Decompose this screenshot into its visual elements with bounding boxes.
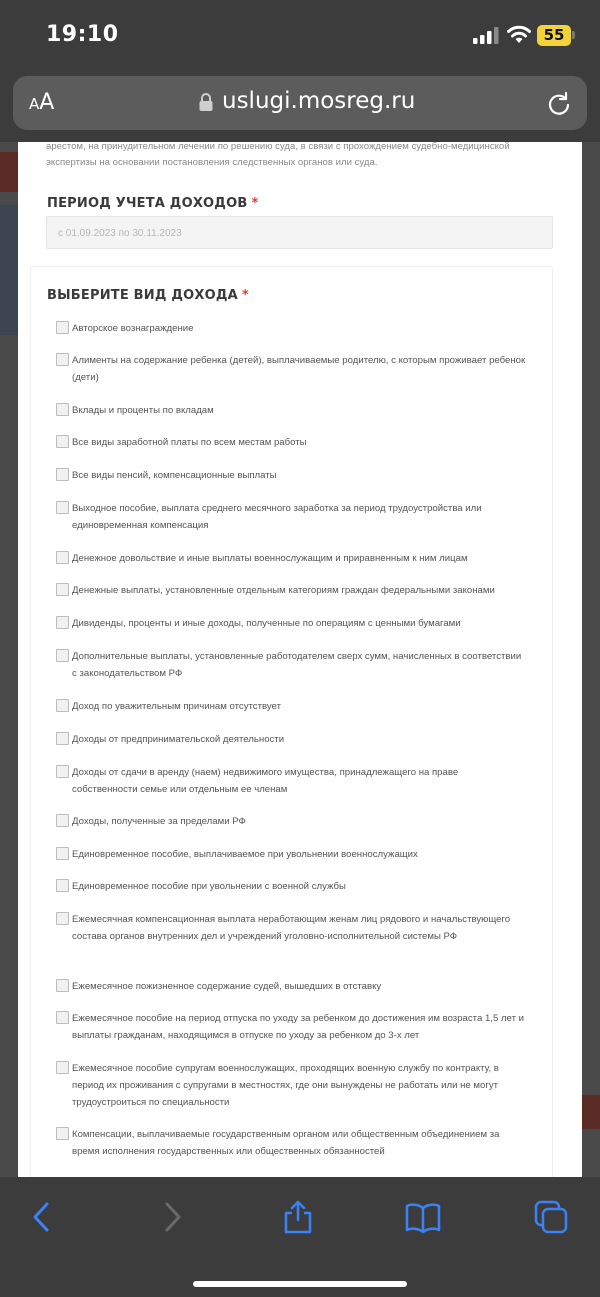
option-label: Единовременное пособие, выплачиваемое при увольнении военнослужащих: [72, 849, 418, 860]
checkbox[interactable]: [56, 551, 69, 564]
income-option[interactable]: [56, 402, 526, 419]
income-option[interactable]: [56, 978, 526, 995]
reload-icon[interactable]: [546, 90, 572, 116]
income-option[interactable]: [56, 1060, 526, 1111]
option-label: Алименты на содержание ребенка (детей), выплачиваемые родителю, с которым проживает ребенок (дети): [72, 355, 526, 383]
option-label: Все виды пенсий, компенсационные выплаты: [72, 470, 277, 481]
home-indicator: [193, 1281, 407, 1287]
income-option[interactable]: [56, 813, 526, 830]
income-option[interactable]: [56, 320, 526, 337]
option-label: Денежные выплаты, установленные отдельным категориям граждан федеральными законами: [72, 585, 495, 596]
checkbox[interactable]: [56, 468, 69, 481]
income-option[interactable]: [56, 467, 526, 484]
option-label: Ежемесячное пособие супругам военнослужащих, проходящих военную службу по контракту, в период их проживания с супругами в местностях, где они вынуждены не работать или не могут трудоустроиться по специальности: [72, 1063, 499, 1108]
checkbox[interactable]: [56, 979, 69, 992]
checkbox[interactable]: [56, 649, 69, 662]
bookmarks-icon[interactable]: [405, 1199, 441, 1235]
income-option[interactable]: [56, 550, 526, 567]
battery-tip: [572, 31, 575, 39]
checkbox[interactable]: [56, 403, 69, 416]
checkbox[interactable]: [56, 732, 69, 745]
option-label: Единовременное пособие при увольнении с военной службы: [72, 881, 346, 892]
checkbox[interactable]: [56, 814, 69, 827]
browser-toolbar: [0, 1177, 600, 1297]
option-label: Доходы от сдачи в аренду (наем) недвижимого имущества, принадлежащего на праве собственности семье или отдельным ее членам: [72, 767, 459, 795]
forward-icon[interactable]: [154, 1199, 190, 1235]
income-option[interactable]: [56, 582, 526, 599]
status-time: 19:10: [46, 22, 119, 47]
option-label: Вклады и проценты по вкладам: [72, 405, 214, 416]
income-option[interactable]: [56, 698, 526, 715]
period-field[interactable]: с 01.09.2023 по 30.11.2023: [46, 216, 553, 249]
option-label: Ежемесячное пожизненное содержание судей, вышедших в отставку: [72, 981, 382, 992]
period-label: ПЕРИОД УЧЕТА ДОХОДОВ *: [47, 196, 259, 211]
option-label: Доходы, полученные за пределами РФ: [72, 816, 246, 827]
option-label: Ежемесячное пособие на период отпуска по уходу за ребенком до достижения им возраста 1,5 лет и выплаты гражданам, находящимся в отпуске по уходу за ребенком до 3-х лет: [72, 1013, 524, 1041]
income-option[interactable]: [56, 731, 526, 748]
tabs-icon[interactable]: [533, 1199, 569, 1235]
income-option[interactable]: [56, 648, 526, 682]
browser-address-area: [0, 74, 600, 142]
checkbox[interactable]: [56, 1011, 69, 1024]
income-option[interactable]: [56, 911, 526, 945]
income-option[interactable]: [56, 764, 526, 798]
income-option[interactable]: [56, 500, 526, 534]
income-option[interactable]: [56, 352, 526, 386]
option-label: Авторское вознаграждение: [72, 323, 194, 334]
checkbox[interactable]: [56, 699, 69, 712]
option-label: Компенсации, выплачиваемые государственным органом или общественным объединением за время исполнения государственных или общественных обязанностей: [72, 1129, 500, 1157]
checkbox[interactable]: [56, 501, 69, 514]
url-text[interactable]: uslugi.mosreg.ru: [222, 88, 416, 114]
option-label: Ежемесячная компенсационная выплата неработающим женам лиц рядового и начальствующего состава органов внутренних дел и учреждений уголовно-исполнительной системы РФ: [72, 914, 511, 942]
checkbox[interactable]: [56, 847, 69, 860]
checkbox[interactable]: [56, 765, 69, 778]
checkbox[interactable]: [56, 1127, 69, 1140]
checkbox[interactable]: [56, 583, 69, 596]
income-option[interactable]: [56, 1010, 526, 1044]
text-size-button[interactable]: AA: [29, 90, 55, 115]
share-icon[interactable]: [280, 1199, 316, 1235]
cellular-signal-icon: [473, 27, 499, 44]
checkbox[interactable]: [56, 321, 69, 334]
option-label: Доходы от предпринимательской деятельности: [72, 734, 285, 745]
option-label: Денежное довольствие и иные выплаты военнослужащим и приравненным к ним лицам: [72, 553, 468, 564]
form-card: [18, 142, 582, 1177]
background-decoration: [0, 152, 18, 192]
option-label: Дополнительные выплаты, установленные работодателем сверх сумм, начисленных в соответствии с законодательством РФ: [72, 651, 522, 679]
wifi-icon: [507, 24, 531, 44]
option-label: Дивиденды, проценты и иные доходы, полученные по операциям с ценными бумагами: [72, 618, 461, 629]
lock-icon: [199, 93, 213, 111]
income-option[interactable]: [56, 1126, 526, 1160]
checkbox[interactable]: [56, 912, 69, 925]
intro-text: арестом, на принудительном лечении по решению суда, в связи с прохождением судебно-медицинской экспертизы на основании постановления следственных органов или суда.: [46, 142, 510, 168]
required-mark: *: [241, 288, 249, 303]
income-option[interactable]: [56, 846, 526, 863]
required-mark: *: [251, 196, 259, 211]
income-type-label: ВЫБЕРИТЕ ВИД ДОХОДА *: [47, 288, 249, 303]
income-option[interactable]: [56, 878, 526, 895]
checkbox[interactable]: [56, 435, 69, 448]
checkbox[interactable]: [56, 616, 69, 629]
background-decoration: [0, 205, 18, 335]
income-option[interactable]: [56, 615, 526, 632]
checkbox[interactable]: [56, 879, 69, 892]
option-label: Выходное пособие, выплата среднего месячного заработка за период трудоустройства или единовременная компенсация: [72, 503, 482, 531]
status-bar: [0, 0, 600, 74]
back-icon[interactable]: [24, 1199, 60, 1235]
checkbox[interactable]: [56, 353, 69, 366]
background-decoration: [582, 1095, 600, 1129]
option-label: Все виды заработной платы по всем местам работы: [72, 437, 307, 448]
income-option[interactable]: [56, 434, 526, 451]
option-label: Доход по уважительным причинам отсутствует: [72, 701, 281, 712]
checkbox[interactable]: [56, 1061, 69, 1074]
address-bar[interactable]: [13, 76, 587, 130]
battery-indicator: 55: [537, 25, 571, 46]
